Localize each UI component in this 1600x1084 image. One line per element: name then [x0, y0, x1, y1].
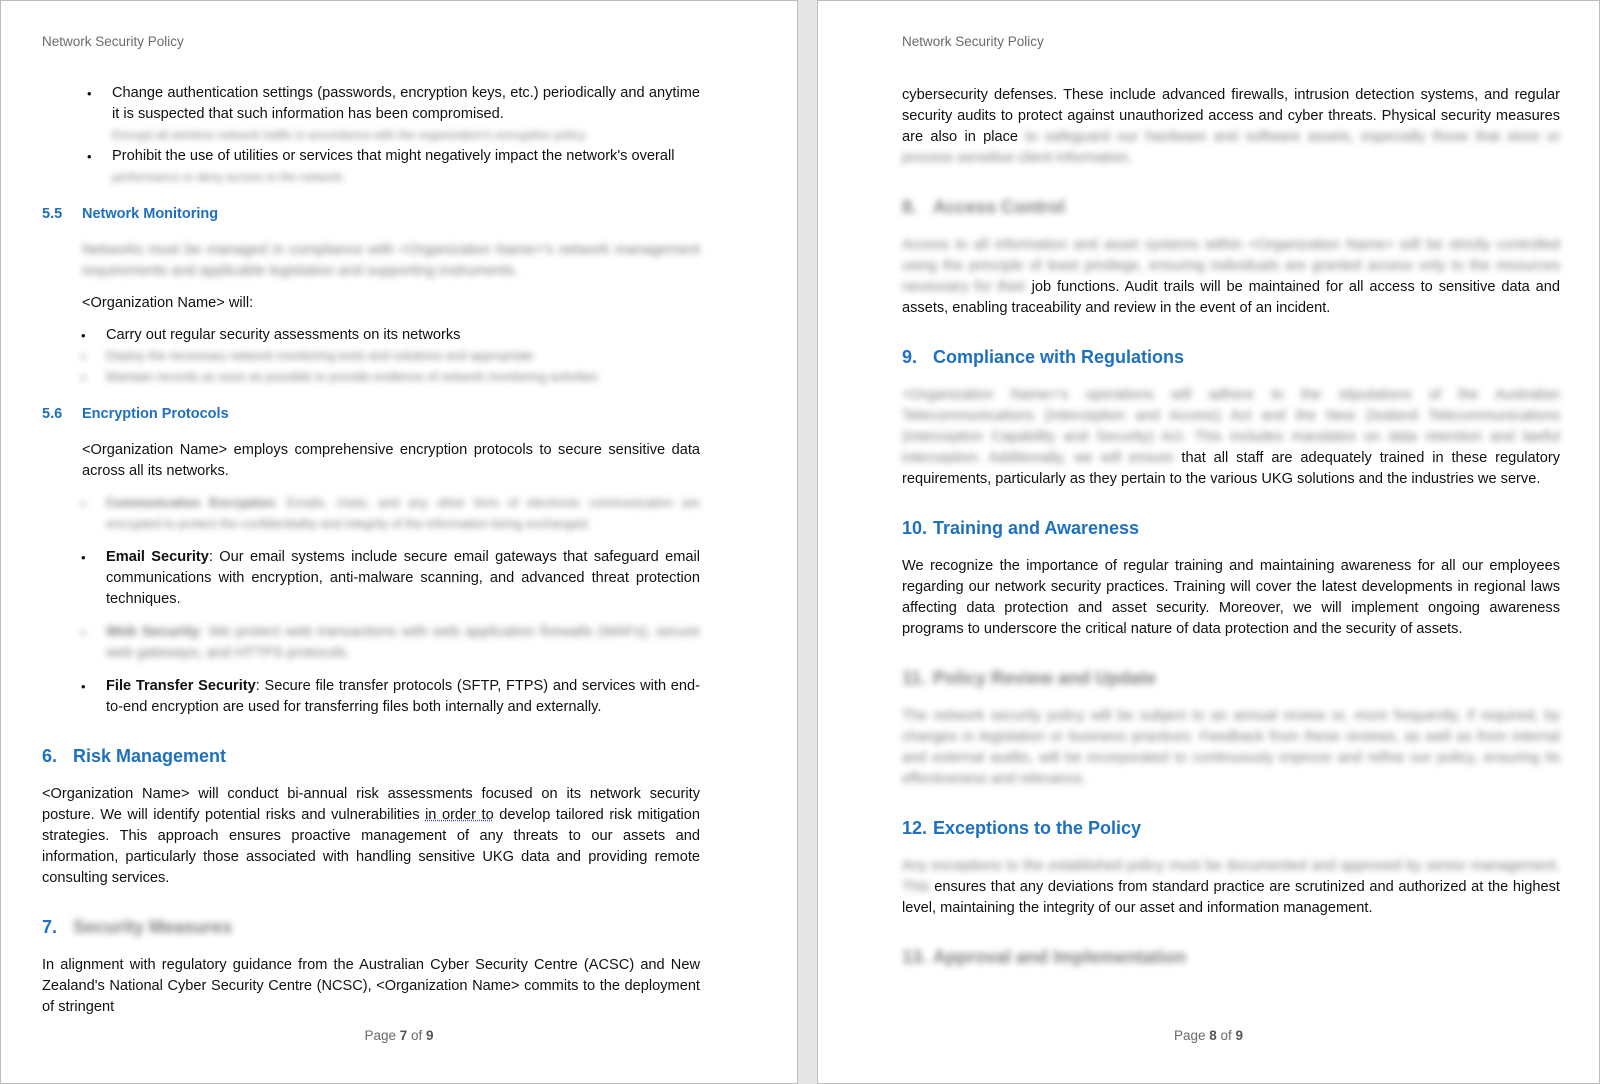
list-item: • Carry out regular security assessments on its networks: [106, 325, 700, 346]
paragraph: In alignment with regulatory guidance from the Australian Cyber Security Centre (ACSC) and New Zealand's National Cyber Security Centre (NCSC), <Organization Name> commits to the deployment of stringent: [42, 957, 700, 1015]
page-8-content: [902, 85, 1560, 969]
paragraph: <Organization Name> will conduct bi-annual risk assessments focused on its network security posture. We will identify potential risks and vulnerabilities in order to develop tailored risk mitigation strategies. This approach ensures proactive management of any threats to our assets and information, particularly those associated with handling sensitive UKG data and providing remote consulting services.: [42, 786, 700, 886]
list-item: • Deploy the necessary network monitoring tools and solutions and appropriate: [106, 346, 700, 367]
list-item: • Email Security: Our email systems include secure email gateways that safeguard email communications with encryption, anti-malware scanning, and advanced threat protection techniques.: [106, 547, 700, 610]
section-heading-8: 8. Access Control: [902, 197, 1066, 217]
paragraph: <Organization Name>'s operations will adhere to the stipulations of the Australian Telecommunications (Interception and Access) Act and the New Zealand Telecommunications (Interception Capability and Security) Act. This includes mandates on data retention and lawful interception. Additionally, we will ensure that all staff are adequately trained in these regulatory requirements, particularly as they pertain to the various UKG solutions and the industries we serve.: [902, 387, 1560, 487]
paragraph: <Organization Name> employs comprehensive encryption protocols to secure sensitive data across all its networks.: [82, 442, 700, 479]
page-8: [817, 0, 1600, 1084]
paragraph: Any exceptions to the established policy must be documented and approved by senior management. This ensures that any deviations from standard practice are scrutinized and authorized at the highest level, maintaining the integrity of our asset and information management.: [902, 858, 1560, 916]
list-item: • Communication Encryption: Emails, chats, and any other form of electronic communication are encrypted to protect the confidentiality and integrity of the information being exchanged.: [106, 493, 700, 535]
paragraph: Access to all information and asset systems within <Organization Name> will be strictly controlled using the principle of least privilege, ensuring individuals are granted access only to the resources necessary for their job functions. Audit trails will be maintained for all access to sensitive data and assets, enabling traceability and review in the event of an incident.: [902, 237, 1560, 316]
section-heading-6: 6. Risk Management: [42, 746, 227, 766]
section-heading-10: 10. Training and Awareness: [902, 518, 1140, 538]
section-heading-9: 9. Compliance with Regulations: [902, 347, 1185, 367]
page-7-content: [42, 83, 700, 1018]
paragraph: cybersecurity defenses. These include advanced firewalls, intrusion detection systems, and regular security audits to protect against unauthorized access and cyber threats. Physical security measures are also in place to safeguard our hardware and software assets, especially those that store or process sensitive client information.: [902, 87, 1560, 166]
section-heading-7: 7. Security Measures: [42, 917, 233, 937]
paragraph: We recognize the importance of regular training and maintaining awareness for all our employees regarding our network security practices. Training will cover the latest developments in regional laws affecting data protection and asset security. Moreover, we will implement ongoing awareness programs to underscore the critical nature of data protection and the security of assets.: [902, 558, 1560, 637]
section-heading-13: 13. Approval and Implementation: [902, 947, 1187, 967]
section-heading-11: 11. Policy Review and Update: [902, 668, 1157, 688]
paragraph: Networks must be managed in compliance with <Organization Name>'s network management requirements and applicable legislation and supporting instruments.: [82, 242, 700, 279]
paragraph: The network security policy will be subject to an annual review or, more frequently, if required, by changes in legislation or business practices. Feedback from these reviews, as well as from internal and external audits, will be incorporated to continuously improve and refine our policy, ensuring its effectiveness and relevance.: [902, 708, 1560, 787]
list-item: • Maintain records as soon as possible to provide evidence of network monitoring activities: [106, 367, 700, 388]
page-footer: Page 7 of 9: [364, 1028, 434, 1043]
list-item: • Prohibit the use of utilities or services that might negatively impact the network's overall performance or deny access to the network.: [112, 146, 700, 188]
list-item: • Change authentication settings (passwords, encryption keys, etc.) periodically and anytime it is suspected that such information has been compromised.: [112, 83, 700, 125]
paragraph: <Organization Name> will:: [82, 295, 254, 311]
page-gutter: [798, 0, 817, 1084]
page-7: [0, 0, 798, 1084]
bullet-list: [106, 325, 700, 388]
page-footer: Page 8 of 9: [1173, 1028, 1244, 1043]
page-header: Network Security Policy: [902, 34, 1044, 49]
list-item: • File Transfer Security: Secure file transfer protocols (SFTP, FTPS) and services with end-to-end encryption are used for transferring files both internally and externally.: [106, 676, 700, 718]
list-item: • Web Security: We protect web transactions with web application firewalls (WAFs), secure web gateways, and HTTPS protocols.: [106, 622, 700, 664]
section-heading-12: 12. Exceptions to the Policy: [902, 818, 1142, 838]
section-heading-5-6: 5.6 Encryption Protocols: [42, 406, 229, 422]
page-header: Network Security Policy: [42, 34, 184, 49]
bullet-list: [106, 493, 700, 718]
section-heading-5-5: 5.5 Network Monitoring: [42, 206, 219, 222]
list-item: • Encrypt all wireless network traffic in accordance with the organization's encryption policy.: [112, 125, 652, 146]
bullet-list: [112, 83, 700, 188]
